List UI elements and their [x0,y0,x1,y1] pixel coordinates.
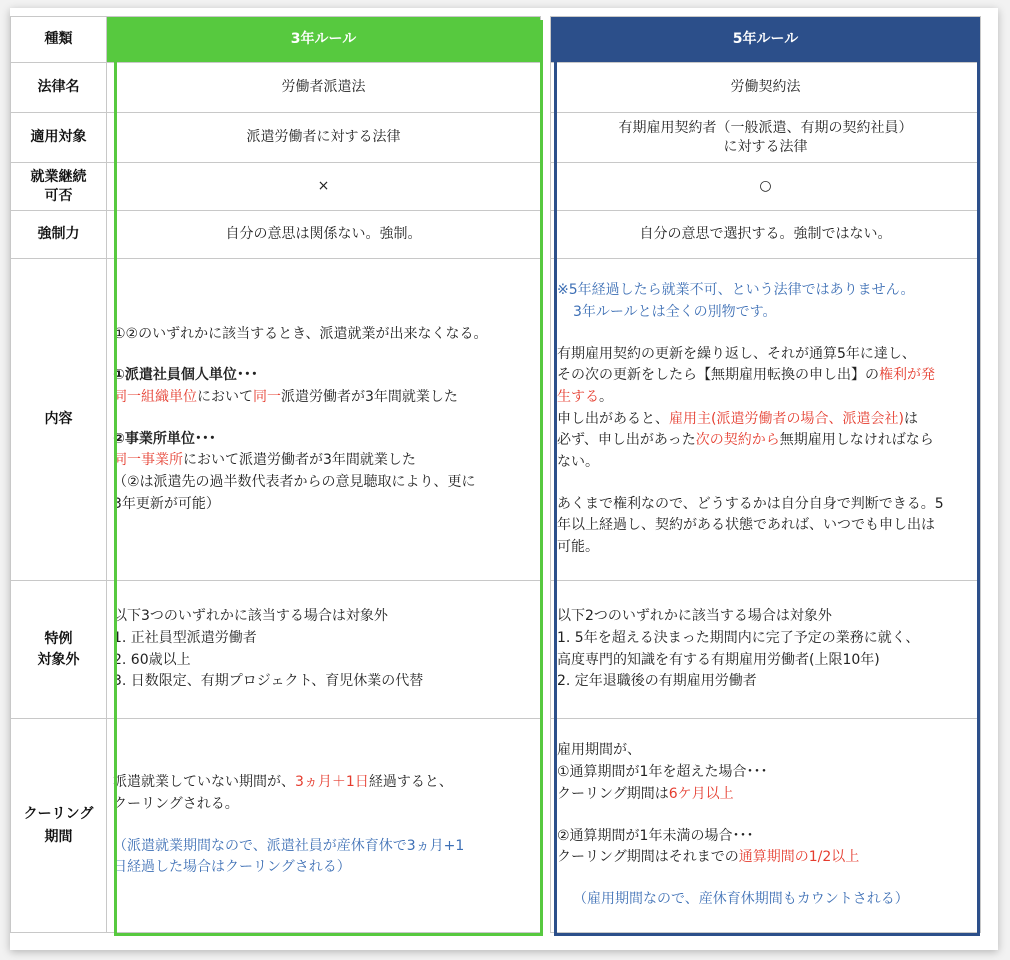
comparison-table [10,16,981,933]
exceptions-3-intro: 以下3つのいずれかに該当する場合は対象外 [113,608,388,625]
content-5-p3c: 可能。 [557,539,599,556]
content-3-unit1-mid: において [197,388,253,405]
content-5-p2b-text: 必ず、申し出があった [557,432,696,449]
row-label-content: 内容 [11,259,107,581]
cooling-label-line1: クーリング [23,806,94,823]
exceptions-3-item2: 2. 60歳以上 [113,651,191,668]
target-5-line2: に対する法律 [723,138,808,155]
content-3-unit1-red2: 同一 [253,388,281,405]
header-5-year-rule: 5年ルール [551,17,981,63]
exceptions-3-item3: 3. 日数限定、有期プロジェクト、育児休業の代替 [113,673,424,690]
row-law-name [11,63,981,113]
row-label-law-name: 法律名 [11,63,107,113]
row-label-target: 適用対象 [11,113,107,163]
cooling-5-l4: ②通算期間が1年未満の場合･･･ [557,827,754,844]
target-5 [551,113,981,163]
content-3-unit1-red1: 同一組織単位 [113,388,197,405]
continuation-3: × [107,163,541,211]
exceptions-5-item2: 2. 定年退職後の有期雇用労働者 [557,673,757,690]
target-3: 派遣労働者に対する法律 [107,113,541,163]
cooling-3-l1-red: 3ヵ月＋1日 [295,774,369,791]
cooling-5 [551,719,981,933]
column-gap [541,113,551,163]
cooling-3 [107,719,541,933]
exceptions-label-line1: 特例 [44,630,73,647]
content-5-p2b-end: 無期雇用しなければなら [779,432,934,449]
content-5-p2a-text: 申し出があると、 [557,410,669,427]
exceptions-3-item1: 1. 正社員型派遣労働者 [113,629,257,646]
column-gap [541,581,551,719]
law-name-5: 労働契約法 [551,63,981,113]
cooling-3-l1-end: 経過すると、 [368,774,453,791]
law-name-3: 労働者派遣法 [107,63,541,113]
cooling-5-l5-red: 通算期間の1/2以上 [738,849,860,866]
content-5-p1b-text: その次の更新をしたら【無期雇用転換の申し出】の [557,367,879,384]
row-label-continuation [11,163,107,211]
content-5-p2a-red: 雇用主(派遣労働者の場合、派遣会社) [669,410,904,427]
row-cooling [11,719,981,933]
cooling-3-l1 [113,772,534,794]
content-3-unit2-note1: （②は派遣先の過半数代表者からの意見聴取により、更に [113,474,476,491]
exceptions-5-intro: 以下2つのいずれかに該当する場合は対象外 [557,608,832,625]
cooling-3-note1: （派遣就業期間なので、派遣社員が産休育休で3ヵ月+1 [113,837,465,854]
row-label-cooling [11,719,107,933]
content-5-p2b-red: 次の契約から [695,432,780,449]
continuation-label-line1: 就業継続 [30,168,87,185]
cooling-5-l1: 雇用期間が、 [557,742,641,759]
cooling-5-l5 [557,847,974,869]
content-5-p1a: 有期雇用契約の更新を繰り返し、それが通算5年に達し、 [557,345,916,362]
column-gap [541,163,551,211]
content-3-intro: ①②のいずれかに該当するとき、派遣就業が出来なくなる。 [113,325,488,342]
target-5-line1: 有期雇用契約者（一般派遣、有期の契約社員） [618,119,913,136]
content-5-p2c: ない。 [557,454,599,471]
enforcement-3: 自分の意思は関係ない。強制。 [107,211,541,259]
column-gap [541,17,551,63]
cooling-5-l2: ①通算期間が1年を超えた場合･･･ [557,764,768,781]
content-5-p1c-red: 生する [557,388,599,405]
content-5-note1: ※5年経過したら就業不可、という法律ではありません。 [557,282,915,299]
cooling-3-l2: クーリングされる。 [113,795,239,812]
content-5-p2a-end: は [903,410,918,427]
exceptions-label-line2: 対象外 [37,651,80,668]
column-gap [541,211,551,259]
exceptions-5 [551,581,981,719]
content-3-unit2-red: 同一事業所 [113,452,183,469]
content-3-unit1-rest: 派遣労働者が3年間就業した [281,388,458,405]
enforcement-5: 自分の意思で選択する。強制ではない。 [551,211,981,259]
row-content [11,259,981,581]
content-5-p1c-text: 。 [599,388,613,405]
content-5-p2b [557,430,974,452]
content-5-note2: 3年ルールとは全くの別物です。 [573,303,777,320]
content-3-unit2-note2: 3年更新が可能） [113,495,220,512]
content-3-unit2-rest: において派遣労働者が3年間就業した [183,452,416,469]
content-3-unit1-title: ①派遣社員個人単位･･･ [113,367,258,384]
row-target [11,113,981,163]
content-5-p3b: 年以上経過し、契約がある状態であれば、いつでも申し出は [557,517,935,534]
content-3-unit1-text [113,387,534,409]
row-label-enforcement: 強制力 [11,211,107,259]
exceptions-5-item1b: 高度専門的知識を有する有期雇用労働者(上限10年) [557,651,880,668]
content-5-p1b-red: 権利が発 [879,367,935,384]
cooling-5-l5-text: クーリング期間はそれまでの [557,849,739,866]
header-row [11,17,981,63]
content-3 [107,259,541,581]
row-label-exceptions [11,581,107,719]
cooling-5-l3-text: クーリング期間は [557,785,669,802]
content-5-p1b [557,365,974,387]
column-gap [541,63,551,113]
header-3-year-rule: 3年ルール [107,17,541,63]
exceptions-3 [107,581,541,719]
content-5 [551,259,981,581]
content-3-unit2-text [113,450,534,472]
continuation-5: ○ [551,163,981,211]
cooling-label-line2: 期間 [44,828,73,845]
header-category: 種類 [11,17,107,63]
content-3-unit2-title: ②事業所単位･･･ [113,430,216,447]
cooling-5-l3-red: 6ケ月以上 [668,785,734,802]
row-enforcement [11,211,981,259]
row-continuation [11,163,981,211]
cooling-3-l1-text: 派遣就業していない期間が、 [113,774,295,791]
exceptions-5-item1a: 1. 5年を超える決まった期間内に完了予定の業務に就く、 [557,629,920,646]
content-5-p2a [557,409,974,431]
column-gap [541,259,551,581]
content-5-p3a: あくまで権利なので、どうするかは自分自身で判断できる。5 [557,495,944,512]
row-exceptions [11,581,981,719]
cooling-5-l3 [557,784,974,806]
cooling-3-note2: 日経過した場合はクーリングされる） [113,859,351,876]
content-5-p1c [557,387,974,409]
column-gap [541,719,551,933]
cooling-5-note: （雇用期間なので、産休育休期間もカウントされる） [573,890,909,907]
continuation-label-line2: 可否 [44,187,73,204]
